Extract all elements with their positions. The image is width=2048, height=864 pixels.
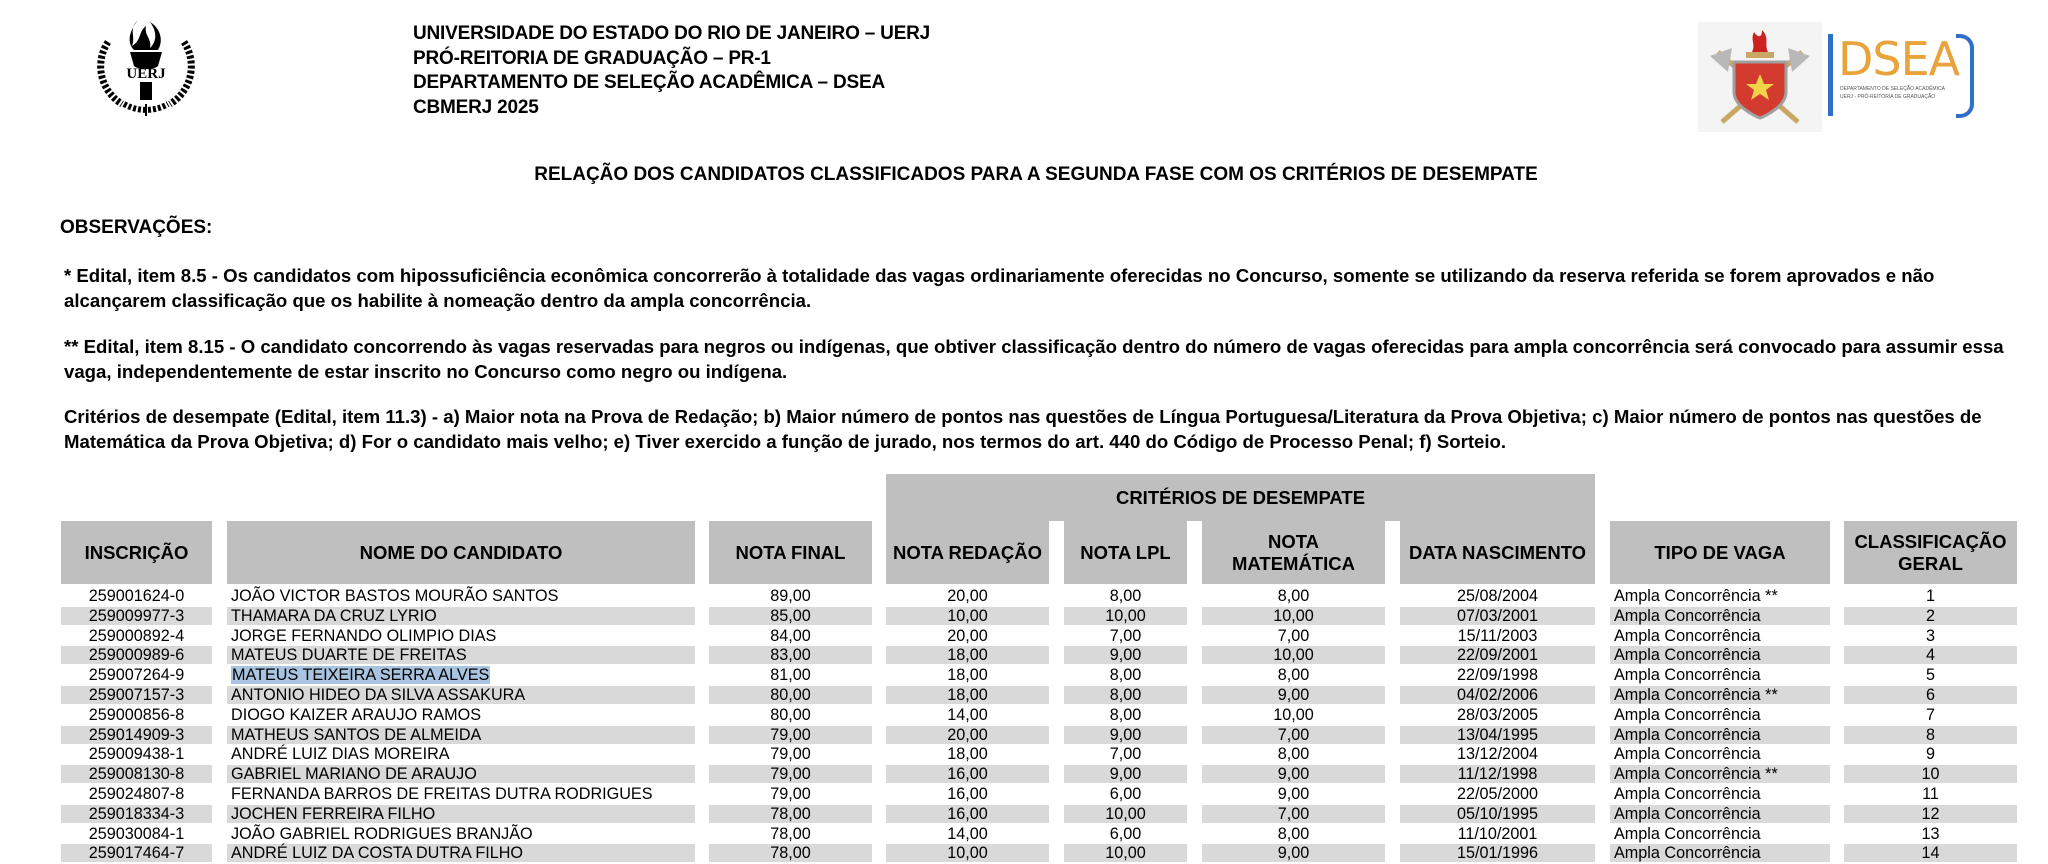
- table-row: [0, 606, 2048, 626]
- cell-nota-matematica: 10,00: [1273, 705, 1314, 724]
- cell-nota-matematica: 10,00: [1202, 646, 1385, 664]
- cell-nota-matematica: 9,00: [1202, 844, 1385, 862]
- cell-nota-lpl: 10,00: [1064, 607, 1187, 625]
- col-header-nota-lpl: [1064, 521, 1187, 584]
- cell-nome: JOÃO GABRIEL RODRIGUES BRANJÃO: [231, 824, 533, 843]
- cell-inscricao: 259009438-1: [88, 745, 185, 764]
- cell-nota-lpl: 8,00: [1109, 666, 1142, 685]
- cell-nota-redacao: 10,00: [886, 844, 1049, 862]
- table-row: [0, 843, 2048, 863]
- cell-classificacao: 14: [1844, 844, 2017, 862]
- col-header-nota-lpl-label: NOTA LPL: [1080, 541, 1171, 563]
- cell-nota-final: 79,00: [770, 745, 811, 764]
- cell-tipo-vaga: Ampla Concorrência: [1614, 705, 1761, 724]
- cell-tipo-vaga: Ampla Concorrência: [1610, 726, 1830, 744]
- table-row: [0, 725, 2048, 745]
- cell-tipo-vaga: Ampla Concorrência: [1610, 805, 1830, 823]
- cell-inscricao: 259024807-8: [88, 784, 185, 803]
- cell-data-nascimento: 04/02/2006: [1400, 686, 1595, 704]
- table-row: [0, 705, 2048, 725]
- cell-nota-final: 79,00: [709, 726, 872, 744]
- cell-tipo-vaga: Ampla Concorrência: [1614, 784, 1761, 803]
- institution-header: [413, 22, 930, 120]
- cell-nota-lpl: 7,00: [1109, 626, 1142, 645]
- cell-nota-final: 80,00: [709, 686, 872, 704]
- cell-data-nascimento: 22/09/2001: [1400, 646, 1595, 664]
- col-header-tipo-vaga-label: TIPO DE VAGA: [1654, 541, 1786, 563]
- cell-nota-matematica: 10,00: [1202, 607, 1385, 625]
- institution-line-2: PRÓ-REITORIA DE GRADUAÇÃO – PR-1: [413, 47, 771, 69]
- cell-data-nascimento: 05/10/1995: [1400, 805, 1595, 823]
- dsea-logo-sub1: DEPARTAMENTO DE SELEÇÃO ACADÊMICA: [1840, 86, 1945, 92]
- cell-nome: THAMARA DA CRUZ LYRIO: [227, 607, 695, 625]
- cell-nota-final: 78,00: [770, 824, 811, 843]
- cell-classificacao: 5: [1925, 666, 1935, 685]
- table-body: [0, 586, 2048, 863]
- group-header-criterios-label: CRITÉRIOS DE DESEMPATE: [1115, 486, 1366, 508]
- cell-nota-matematica: 7,00: [1277, 626, 1310, 645]
- cell-tipo-vaga: Ampla Concorrência **: [1610, 765, 1830, 783]
- cell-nota-matematica: 9,00: [1202, 686, 1385, 704]
- dsea-logo: [1828, 30, 1978, 116]
- cell-nota-redacao: 20,00: [886, 726, 1049, 744]
- col-header-nota-matematica: [1202, 521, 1385, 584]
- cell-nome: JOÃO VICTOR BASTOS MOURÃO SANTOS: [231, 587, 559, 605]
- cell-nota-final: 81,00: [770, 666, 811, 685]
- table-row: [0, 685, 2048, 705]
- cell-inscricao: 259000892-4: [88, 626, 185, 645]
- firefighter-crest-icon: [1698, 22, 1822, 132]
- col-header-inscricao-label: INSCRIÇÃO: [84, 541, 189, 563]
- cell-nome: JOCHEN FERREIRA FILHO: [227, 805, 695, 823]
- cell-nota-lpl: 9,00: [1064, 765, 1187, 783]
- cell-nota-matematica: 8,00: [1277, 587, 1310, 605]
- cell-nome: MATHEUS SANTOS DE ALMEIDA: [227, 726, 695, 744]
- col-header-inscricao: [61, 521, 212, 584]
- cell-classificacao: 3: [1925, 626, 1935, 645]
- cell-nota-lpl: 8,00: [1109, 705, 1142, 724]
- cell-nota-matematica: 7,00: [1202, 805, 1385, 823]
- cell-nota-redacao: 14,00: [947, 705, 988, 724]
- dsea-bracket-left: [1828, 34, 1833, 116]
- cell-nota-matematica: 7,00: [1202, 726, 1385, 744]
- cell-nome: ANDRÉ LUIZ DA COSTA DUTRA FILHO: [227, 844, 695, 862]
- cell-nome: ANTONIO HIDEO DA SILVA ASSAKURA: [227, 686, 695, 704]
- cell-nota-lpl: 8,00: [1064, 686, 1187, 704]
- cell-data-nascimento: 28/03/2005: [1456, 705, 1539, 724]
- cell-data-nascimento: 15/01/1996: [1400, 844, 1595, 862]
- cell-inscricao: 259009977-3: [61, 607, 212, 625]
- col-header-tipo-vaga: [1610, 521, 1830, 584]
- cell-nota-redacao: 20,00: [947, 626, 988, 645]
- cell-nome: ANDRÉ LUIZ DIAS MOREIRA: [231, 745, 450, 764]
- cell-nota-lpl: 9,00: [1064, 646, 1187, 664]
- table-row: [0, 744, 2048, 764]
- col-header-nota-redacao: [886, 521, 1049, 584]
- cell-nota-final: 78,00: [709, 844, 872, 862]
- table-row-selected: [0, 665, 2048, 685]
- col-header-classificacao-line1: CLASSIFICAÇÃO: [1854, 530, 2007, 552]
- cell-nota-matematica: 9,00: [1202, 765, 1385, 783]
- cell-tipo-vaga: Ampla Concorrência **: [1610, 686, 1830, 704]
- cell-nota-lpl: 10,00: [1064, 805, 1187, 823]
- cell-nota-redacao: 16,00: [886, 805, 1049, 823]
- cell-nome: GABRIEL MARIANO DE ARAUJO: [227, 765, 695, 783]
- cell-nota-matematica: 9,00: [1277, 784, 1310, 803]
- institution-line-3: DEPARTAMENTO DE SELEÇÃO ACADÊMICA – DSEA: [413, 72, 885, 93]
- cell-classificacao: 2: [1844, 607, 2017, 625]
- cell-data-nascimento: 11/10/2001: [1457, 824, 1538, 843]
- cell-nota-final: 89,00: [770, 587, 811, 605]
- cell-tipo-vaga: Ampla Concorrência: [1614, 745, 1761, 764]
- table-row: [0, 626, 2048, 646]
- cell-nota-lpl: 7,00: [1109, 745, 1142, 764]
- cell-nota-final: 80,00: [770, 705, 811, 724]
- observation-note-hipossuficiencia: * Edital, item 8.5 - Os candidatos com hipossuficiência econômica concorrerão à totalidade das vagas ordinariamente oferecidas no Concurso, somente se utilizando da reserva referida se forem aprovados e não alcançarem classificação que os habilite à nomeação dentro da ampla concorrência.: [64, 265, 1935, 311]
- cell-inscricao: 259007157-3: [61, 686, 212, 704]
- cell-inscricao: 259008130-8: [61, 765, 212, 783]
- col-header-nota-final-label: NOTA FINAL: [735, 541, 846, 563]
- cell-classificacao: 1: [1925, 587, 1935, 605]
- table-row: [0, 586, 2048, 606]
- col-header-nota-redacao-label: NOTA REDAÇÃO: [892, 541, 1043, 563]
- table-row: [0, 804, 2048, 824]
- dsea-logo-text: DSEA: [1838, 32, 1960, 86]
- cell-inscricao: 259001624-0: [88, 587, 185, 605]
- cell-nota-final: 84,00: [770, 626, 811, 645]
- observation-tiebreak-criteria: Critérios de desempate (Edital, item 11.3) - a) Maior nota na Prova de Redação; b) Maior número de pontos nas questões de Língua Portuguesa/Literatura da Prova Objetiva; c) Maior número de pontos nas questões de Matemática da Prova Objetiva; d) For o candidato mais velho; e) Tiver exercido a função de jurado, nos termos do art. 440 do Código de Processo Penal; f) Sorteio.: [64, 406, 1982, 452]
- cell-tipo-vaga: Ampla Concorrência **: [1614, 587, 1778, 605]
- header-gap: [1385, 521, 1400, 584]
- cell-classificacao: 8: [1844, 726, 2017, 744]
- cell-nome: DIOGO KAIZER ARAUJO RAMOS: [231, 705, 482, 724]
- cell-tipo-vaga: Ampla Concorrência: [1610, 607, 1830, 625]
- cell-nota-redacao: 10,00: [886, 607, 1049, 625]
- cell-data-nascimento: 13/12/2004: [1456, 745, 1539, 764]
- cell-nome: FERNANDA BARROS DE FREITAS DUTRA RODRIGUES: [231, 784, 653, 803]
- cell-nota-lpl: 6,00: [1109, 784, 1142, 803]
- institution-line-1: UNIVERSIDADE DO ESTADO DO RIO DE JANEIRO – UERJ: [413, 23, 931, 44]
- cell-data-nascimento: 25/08/2004: [1456, 587, 1539, 605]
- cell-nome[interactable]: [227, 666, 695, 684]
- uerj-logo: [86, 12, 206, 124]
- cell-nota-matematica: 8,00: [1277, 745, 1310, 764]
- table-row: [0, 784, 2048, 804]
- cell-nota-lpl: 10,00: [1064, 844, 1187, 862]
- cell-classificacao: 7: [1925, 705, 1935, 724]
- cell-tipo-vaga: Ampla Concorrência: [1610, 844, 1830, 862]
- col-header-nome: [227, 521, 695, 584]
- table-row: [0, 764, 2048, 784]
- col-header-nome-label: NOME DO CANDIDATO: [359, 541, 563, 563]
- cell-tipo-vaga: Ampla Concorrência: [1614, 824, 1761, 843]
- cell-nota-final: 79,00: [709, 765, 872, 783]
- col-header-classificacao: [1844, 521, 2017, 584]
- dsea-logo-sub2: UERJ - PRÓ-REITORIA DE GRADUAÇÃO: [1840, 94, 1936, 100]
- cell-nota-final: 85,00: [709, 607, 872, 625]
- col-header-classificacao-line2: GERAL: [1898, 552, 1963, 574]
- cell-classificacao: 11: [1922, 784, 1939, 803]
- cell-classificacao: 13: [1921, 824, 1940, 843]
- cell-nota-redacao: 18,00: [947, 666, 988, 685]
- cell-nota-final: 78,00: [709, 805, 872, 823]
- cell-nota-redacao: 14,00: [947, 824, 988, 843]
- cell-classificacao: 6: [1844, 686, 2017, 704]
- cell-nota-matematica: 8,00: [1277, 824, 1310, 843]
- cell-nome: JORGE FERNANDO OLIMPIO DIAS: [231, 626, 497, 645]
- cell-data-nascimento: 22/05/2000: [1456, 784, 1539, 803]
- cell-nota-redacao: 18,00: [886, 686, 1049, 704]
- cell-nota-lpl: 8,00: [1109, 587, 1142, 605]
- col-header-nota-final: [709, 521, 872, 584]
- cell-inscricao: 259018334-3: [61, 805, 212, 823]
- cell-classificacao: 12: [1844, 805, 2017, 823]
- cell-classificacao: 10: [1844, 765, 2017, 783]
- cell-nota-redacao: 16,00: [886, 765, 1049, 783]
- cell-inscricao: 259000856-8: [88, 705, 185, 724]
- cell-data-nascimento: 15/11/2003: [1457, 626, 1538, 645]
- page-title: RELAÇÃO DOS CANDIDATOS CLASSIFICADOS PARA A SEGUNDA FASE COM OS CRITÉRIOS DE DESEMPATE: [534, 164, 1538, 185]
- observations-label: OBSERVAÇÕES:: [60, 217, 213, 238]
- cell-nome: MATEUS DUARTE DE FREITAS: [227, 646, 695, 664]
- table-row: [0, 824, 2048, 844]
- header-gap: [1187, 521, 1202, 584]
- cell-inscricao: 259014909-3: [61, 726, 212, 744]
- col-header-nota-matematica-line2: MATEMÁTICA: [1232, 552, 1355, 574]
- cell-nota-lpl: 9,00: [1064, 726, 1187, 744]
- uerj-logo-text: UERJ: [126, 66, 166, 82]
- cell-inscricao: 259030084-1: [88, 824, 185, 843]
- cell-inscricao: 259007264-9: [88, 666, 185, 685]
- cell-data-nascimento: 22/09/1998: [1456, 666, 1539, 685]
- cell-tipo-vaga: Ampla Concorrência: [1610, 646, 1830, 664]
- text-selection-highlight[interactable]: MATEUS TEIXEIRA SERRA ALVES: [232, 666, 490, 685]
- observation-note-negros-indigenas: ** Edital, item 8.15 - O candidato concorrendo às vagas reservadas para negros ou indígenas, que obtiver classificação dentro do número de vagas oferecidas para ampla concorrência será convocado para assumir essa vaga, independentemente de estar inscrito no Concurso como negro ou indígena.: [64, 336, 2004, 382]
- cell-data-nascimento: 07/03/2001: [1400, 607, 1595, 625]
- cell-nota-final: 79,00: [770, 784, 811, 803]
- cell-tipo-vaga: Ampla Concorrência: [1614, 626, 1761, 645]
- cell-inscricao: 259017464-7: [61, 844, 212, 862]
- cell-nota-redacao: 18,00: [886, 646, 1049, 664]
- cell-data-nascimento: 13/04/1995: [1400, 726, 1595, 744]
- table-row: [0, 645, 2048, 665]
- cell-nota-redacao: 18,00: [947, 745, 988, 764]
- cell-classificacao: 9: [1925, 745, 1935, 764]
- cell-inscricao: 259000989-6: [61, 646, 212, 664]
- cbmerj-logo: [1698, 22, 1822, 132]
- cell-nota-final: 83,00: [709, 646, 872, 664]
- cell-data-nascimento: 11/12/1998: [1400, 765, 1595, 783]
- col-header-data-nascimento: [1400, 521, 1595, 584]
- col-header-nota-matematica-line1: NOTA: [1267, 530, 1320, 552]
- cell-nota-redacao: 16,00: [947, 784, 988, 803]
- col-header-data-nascimento-label: DATA NASCIMENTO: [1408, 541, 1587, 563]
- cell-tipo-vaga: Ampla Concorrência: [1614, 666, 1761, 685]
- institution-line-4: CBMERJ 2025: [413, 96, 539, 118]
- cell-classificacao: 4: [1844, 646, 2017, 664]
- cell-nota-redacao: 20,00: [947, 587, 988, 605]
- cell-nota-matematica: 8,00: [1277, 666, 1310, 685]
- cell-nota-lpl: 6,00: [1109, 824, 1142, 843]
- header-gap: [1049, 521, 1064, 584]
